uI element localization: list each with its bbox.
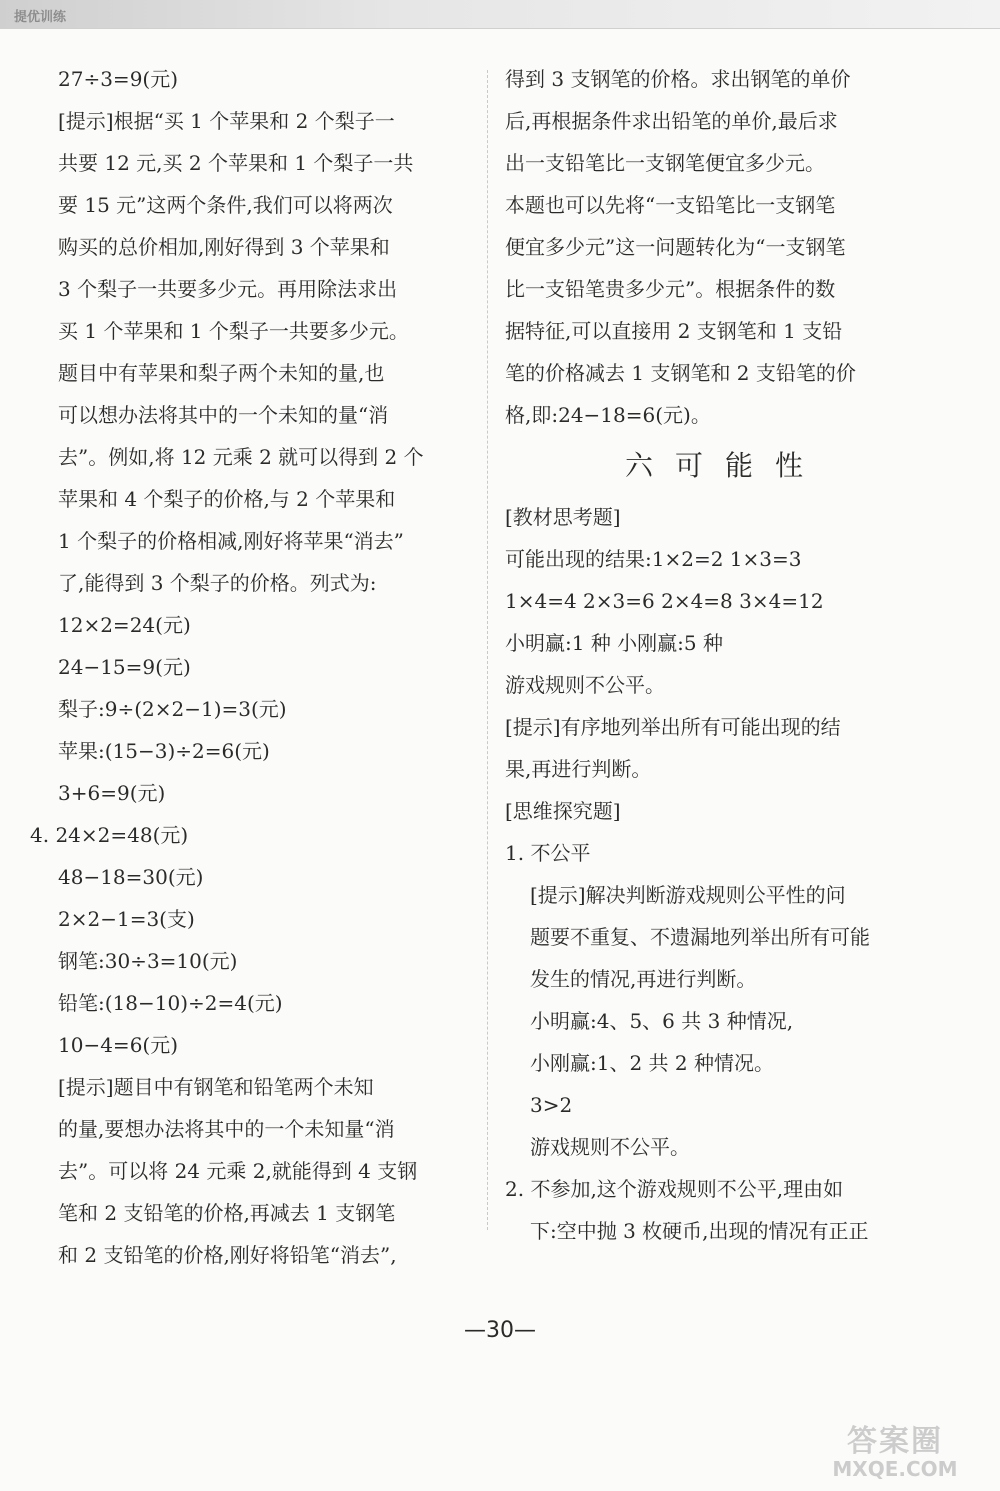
left_column-line: 共要 12 元,买 2 个苹果和 1 个梨子一共 — [58, 151, 414, 175]
left_column-line: 要 15 元”这两个条件,我们可以将两次 — [58, 193, 393, 217]
left_column-line: [提示]根据“买 1 个苹果和 2 个梨子一 — [58, 109, 395, 133]
right_column_bottom-line: 小明赢:4、5、6 共 3 种情况, — [530, 1009, 794, 1033]
right_column_bottom-line: [提示]解决判断游戏规则公平性的问 — [530, 883, 846, 907]
left_column-line: 笔和 2 支铅笔的价格,再减去 1 支钢笔 — [58, 1201, 396, 1225]
right-column-top — [505, 58, 945, 436]
left_column-line: 3 个梨子一共要多少元。再用除法求出 — [58, 277, 398, 301]
header-band — [0, 0, 1000, 29]
left_column-line: 去”。可以将 24 元乘 2,就能得到 4 支钢 — [58, 1159, 418, 1183]
left_column-line: 可以想办法将其中的一个未知的量“消 — [58, 403, 389, 427]
page-number: —30— — [464, 1318, 536, 1343]
right_column_top-line: 后,再根据条件求出铅笔的单价,最后求 — [505, 109, 838, 133]
right-column — [505, 58, 945, 1252]
left_column-line: 去”。例如,将 12 元乘 2 就可以得到 2 个 — [58, 445, 424, 469]
right_column_bottom-line: 下:空中抛 3 枚硬币,出现的情况有正正 — [530, 1219, 869, 1243]
left-column — [30, 58, 468, 1276]
right_column_top-line: 出一支铅笔比一支钢笔便宜多少元。 — [505, 151, 825, 175]
right_column_bottom-line: 可能出现的结果:1×2=2 1×3=3 — [505, 547, 802, 571]
right_column_bottom-line: 游戏规则不公平。 — [505, 673, 665, 697]
column-divider — [487, 70, 488, 1230]
left_column-line: 12×2=24(元) — [58, 613, 191, 637]
right_column_top-line: 本题也可以先将“一支铅笔比一支钢笔 — [505, 193, 836, 217]
right-column-bottom — [505, 496, 945, 1252]
left_column-line: 题目中有苹果和梨子两个未知的量,也 — [58, 361, 385, 385]
right_column_bottom-line: [提示]有序地列举出所有可能出现的结 — [505, 715, 841, 739]
right_column_bottom-line: 1×4=4 2×3=6 2×4=8 3×4=12 — [505, 589, 824, 613]
right_column_top-line: 笔的价格减去 1 支钢笔和 2 支铅笔的价 — [505, 361, 856, 385]
left_column-line: 的量,要想办法将其中的一个未知量“消 — [58, 1117, 395, 1141]
right_column_bottom-line: 游戏规则不公平。 — [530, 1135, 690, 1159]
right_column_bottom-line: [思维探究题] — [505, 799, 621, 823]
left_column-line: 10−4=6(元) — [58, 1033, 179, 1057]
right_column_bottom-line: 小明赢:1 种 小刚赢:5 种 — [505, 631, 723, 655]
left_column-line: 2×2−1=3(支) — [58, 907, 195, 931]
right_column_bottom-line: 小刚赢:1、2 共 2 种情况。 — [530, 1051, 774, 1075]
left_column-line: 1 个梨子的价格相减,刚好将苹果“消去” — [58, 529, 404, 553]
left_column-line: 买 1 个苹果和 1 个梨子一共要多少元。 — [58, 319, 409, 343]
section-title: 六可能性 — [624, 449, 825, 482]
right_column_bottom-line: 果,再进行判断。 — [505, 757, 652, 781]
left_column-line: 苹果和 4 个梨子的价格,与 2 个苹果和 — [58, 487, 396, 511]
left_column-line: 了,能得到 3 个梨子的价格。列式为: — [58, 571, 377, 595]
right_column_top-line: 比一支铅笔贵多少元”。根据条件的数 — [505, 277, 836, 301]
right_column_bottom-line: [教材思考题] — [505, 505, 621, 529]
left_column-line: 27÷3=9(元) — [58, 67, 179, 91]
watermark-logo — [810, 1425, 980, 1480]
left_column-line: 4. 24×2=48(元) — [30, 823, 189, 847]
left_column-line: 钢笔:30÷3=10(元) — [58, 949, 238, 973]
right_column_bottom-line: 发生的情况,再进行判断。 — [530, 967, 757, 991]
left_column-line: 3+6=9(元) — [58, 781, 166, 805]
left_column-line: 梨子:9÷(2×2−1)=3(元) — [58, 697, 287, 721]
left_column-line: 铅笔:(18−10)÷2=4(元) — [58, 991, 283, 1015]
right_column_top-line: 便宜多少元”这一问题转化为“一支钢笔 — [505, 235, 846, 259]
right_column_bottom-line: 1. 不公平 — [505, 841, 591, 865]
left_column-line: 24−15=9(元) — [58, 655, 191, 679]
right_column_bottom-line: 2. 不参加,这个游戏规则不公平,理由如 — [505, 1177, 844, 1201]
right_column_top-line: 得到 3 支钢笔的价格。求出钢笔的单价 — [505, 67, 851, 91]
left_column-line: 和 2 支铅笔的价格,刚好将铅笔“消去”, — [58, 1243, 397, 1267]
right_column_top-line: 据特征,可以直接用 2 支钢笔和 1 支铅 — [505, 319, 843, 343]
left_column-line: [提示]题目中有钢笔和铅笔两个未知 — [58, 1075, 374, 1099]
right_column_bottom-line: 题要不重复、不遗漏地列举出所有可能 — [530, 925, 870, 949]
right_column_bottom-line: 3>2 — [530, 1093, 573, 1117]
left_column-line: 48−18=30(元) — [58, 865, 204, 889]
watermark-url: MXQE.COM — [832, 1457, 958, 1481]
header-tag: 提优训练 — [14, 10, 67, 25]
left_column-line: 购买的总价相加,刚好得到 3 个苹果和 — [58, 235, 390, 259]
left_column-line: 苹果:(15−3)÷2=6(元) — [58, 739, 270, 763]
right_column_top-line: 格,即:24−18=6(元)。 — [505, 403, 711, 427]
watermark-text: 答案圈 — [847, 1424, 943, 1459]
